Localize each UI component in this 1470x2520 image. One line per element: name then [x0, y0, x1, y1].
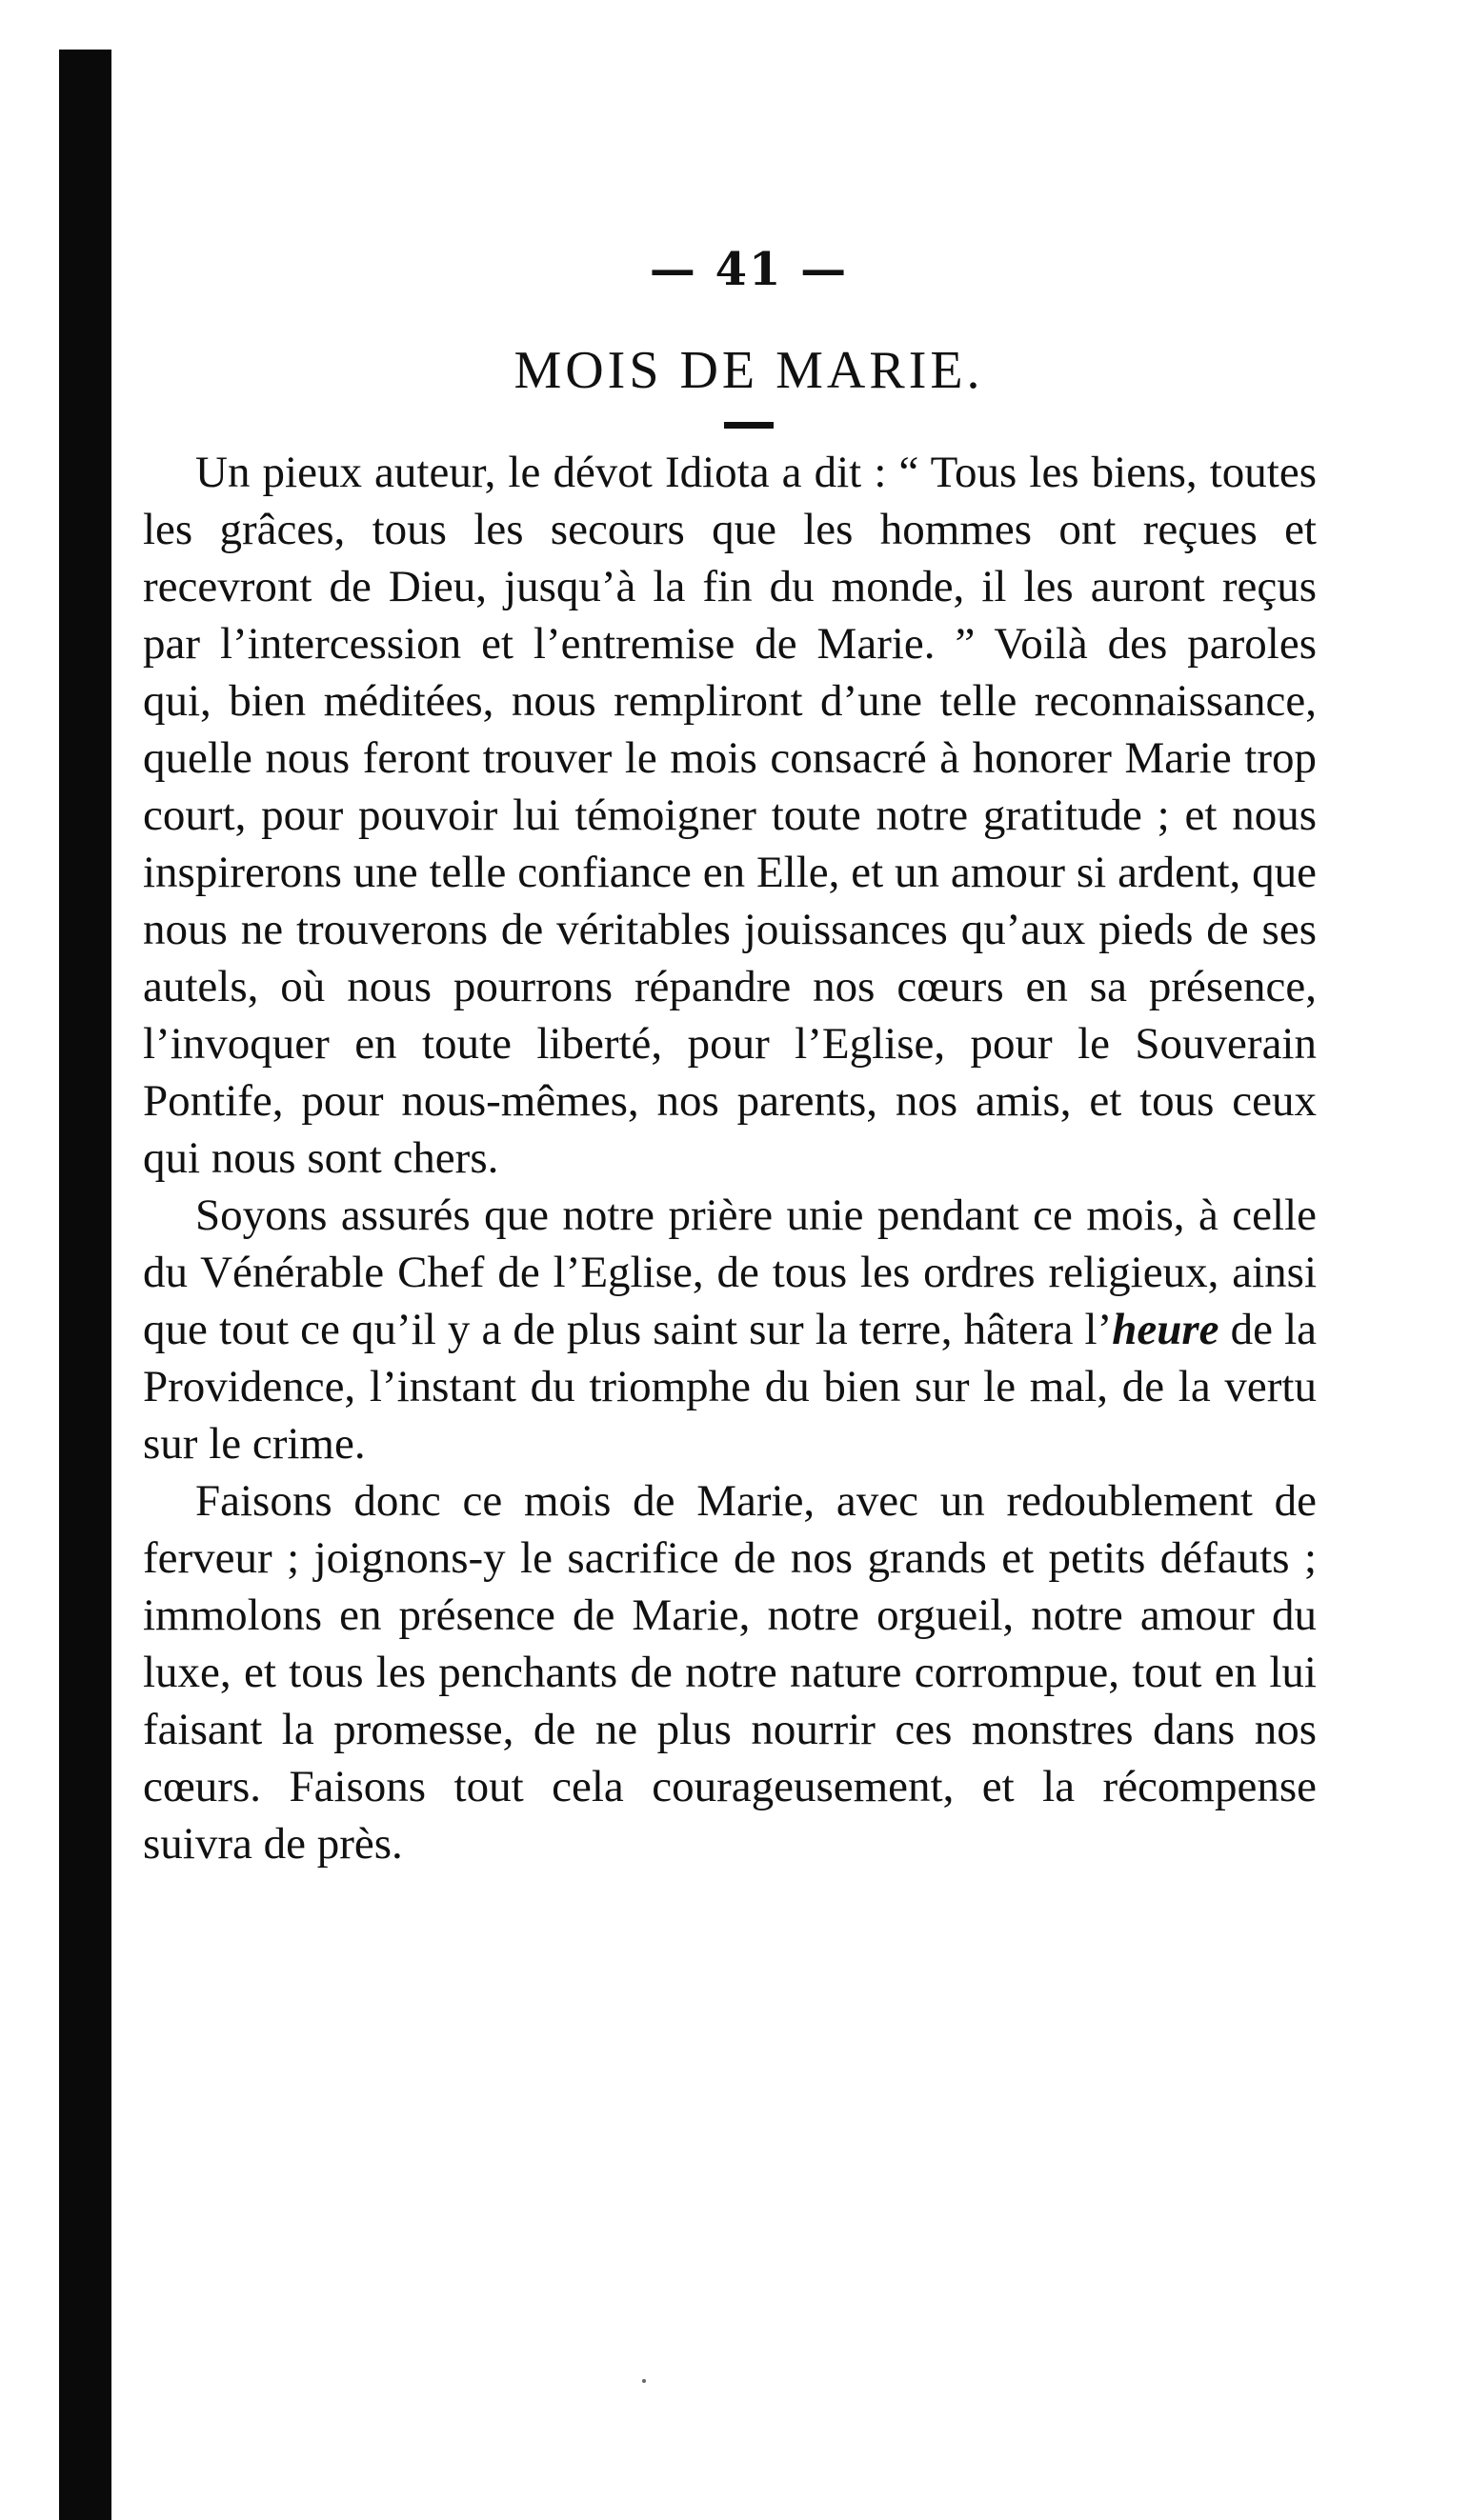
- paragraph-2: [143, 1187, 1317, 1472]
- book-page: [143, 243, 1317, 1872]
- italic-word: heure: [1112, 1304, 1219, 1354]
- title-rule: [724, 422, 774, 429]
- paragraph-2-text-end: de la Providence, l’instant du triomphe du bien sur le mal, de la vertu sur le crime.: [143, 1304, 1318, 1469]
- chapter-title: MOIS DE MARIE.: [513, 341, 984, 400]
- paragraph-3: Faisons donc ce mois de Marie, avec un redoublement de ferveur ; joignons-y le sacrifice de nos grands et petits défauts ; immolons en présence de Marie, notre orgueil, notre amour du luxe, et tous les penchants de notre nature corrompue, tout en lui faisant la promesse, de ne plus nourrir ces monstres dans nos cœurs. Faisons tout cela courageusement, et la récompense suivra de près.: [143, 1475, 1317, 1869]
- paragraph-2-text: Soyons assurés que notre prière unie pendant ce mois, à celle du Vénérable Chef de l’Eglise, de tous les ordres religieux, ainsi que tout ce qu’il y a de plus saint sur la terre, hâtera l’: [143, 1190, 1317, 1354]
- paragraph-1: Un pieux auteur, le dévot Idiota a dit : “ Tous les biens, toutes les grâces, tous les secours que les hommes ont reçues et recevront de Dieu, jusqu’à la fin du monde, il les auront reçus par l’intercession et l’entremise de Marie. ” Voilà des paroles qui, bien méditées, nous rempliront d’une telle reconnaissance, quelle nous feront trouver le mois consacré à honorer Marie trop court, pour pouvoir lui témoigner toute notre gratitude ; et nous inspirerons une telle confiance en Elle, et un amour si ardent, que nous ne trouverons de véritables jouissances qu’aux pieds de ses autels, où nous pourrons répandre nos cœurs en sa présence, l’invoquer en toute liberté, pour l’Eglise, pour le Souverain Pontife, pour nous-mêmes, nos parents, nos amis, et tous ceux qui nous sont chers.: [143, 447, 1317, 1183]
- binding-edge: [59, 50, 111, 2520]
- paper-speck: [642, 2379, 646, 2383]
- page-number: — 41 —: [649, 243, 849, 296]
